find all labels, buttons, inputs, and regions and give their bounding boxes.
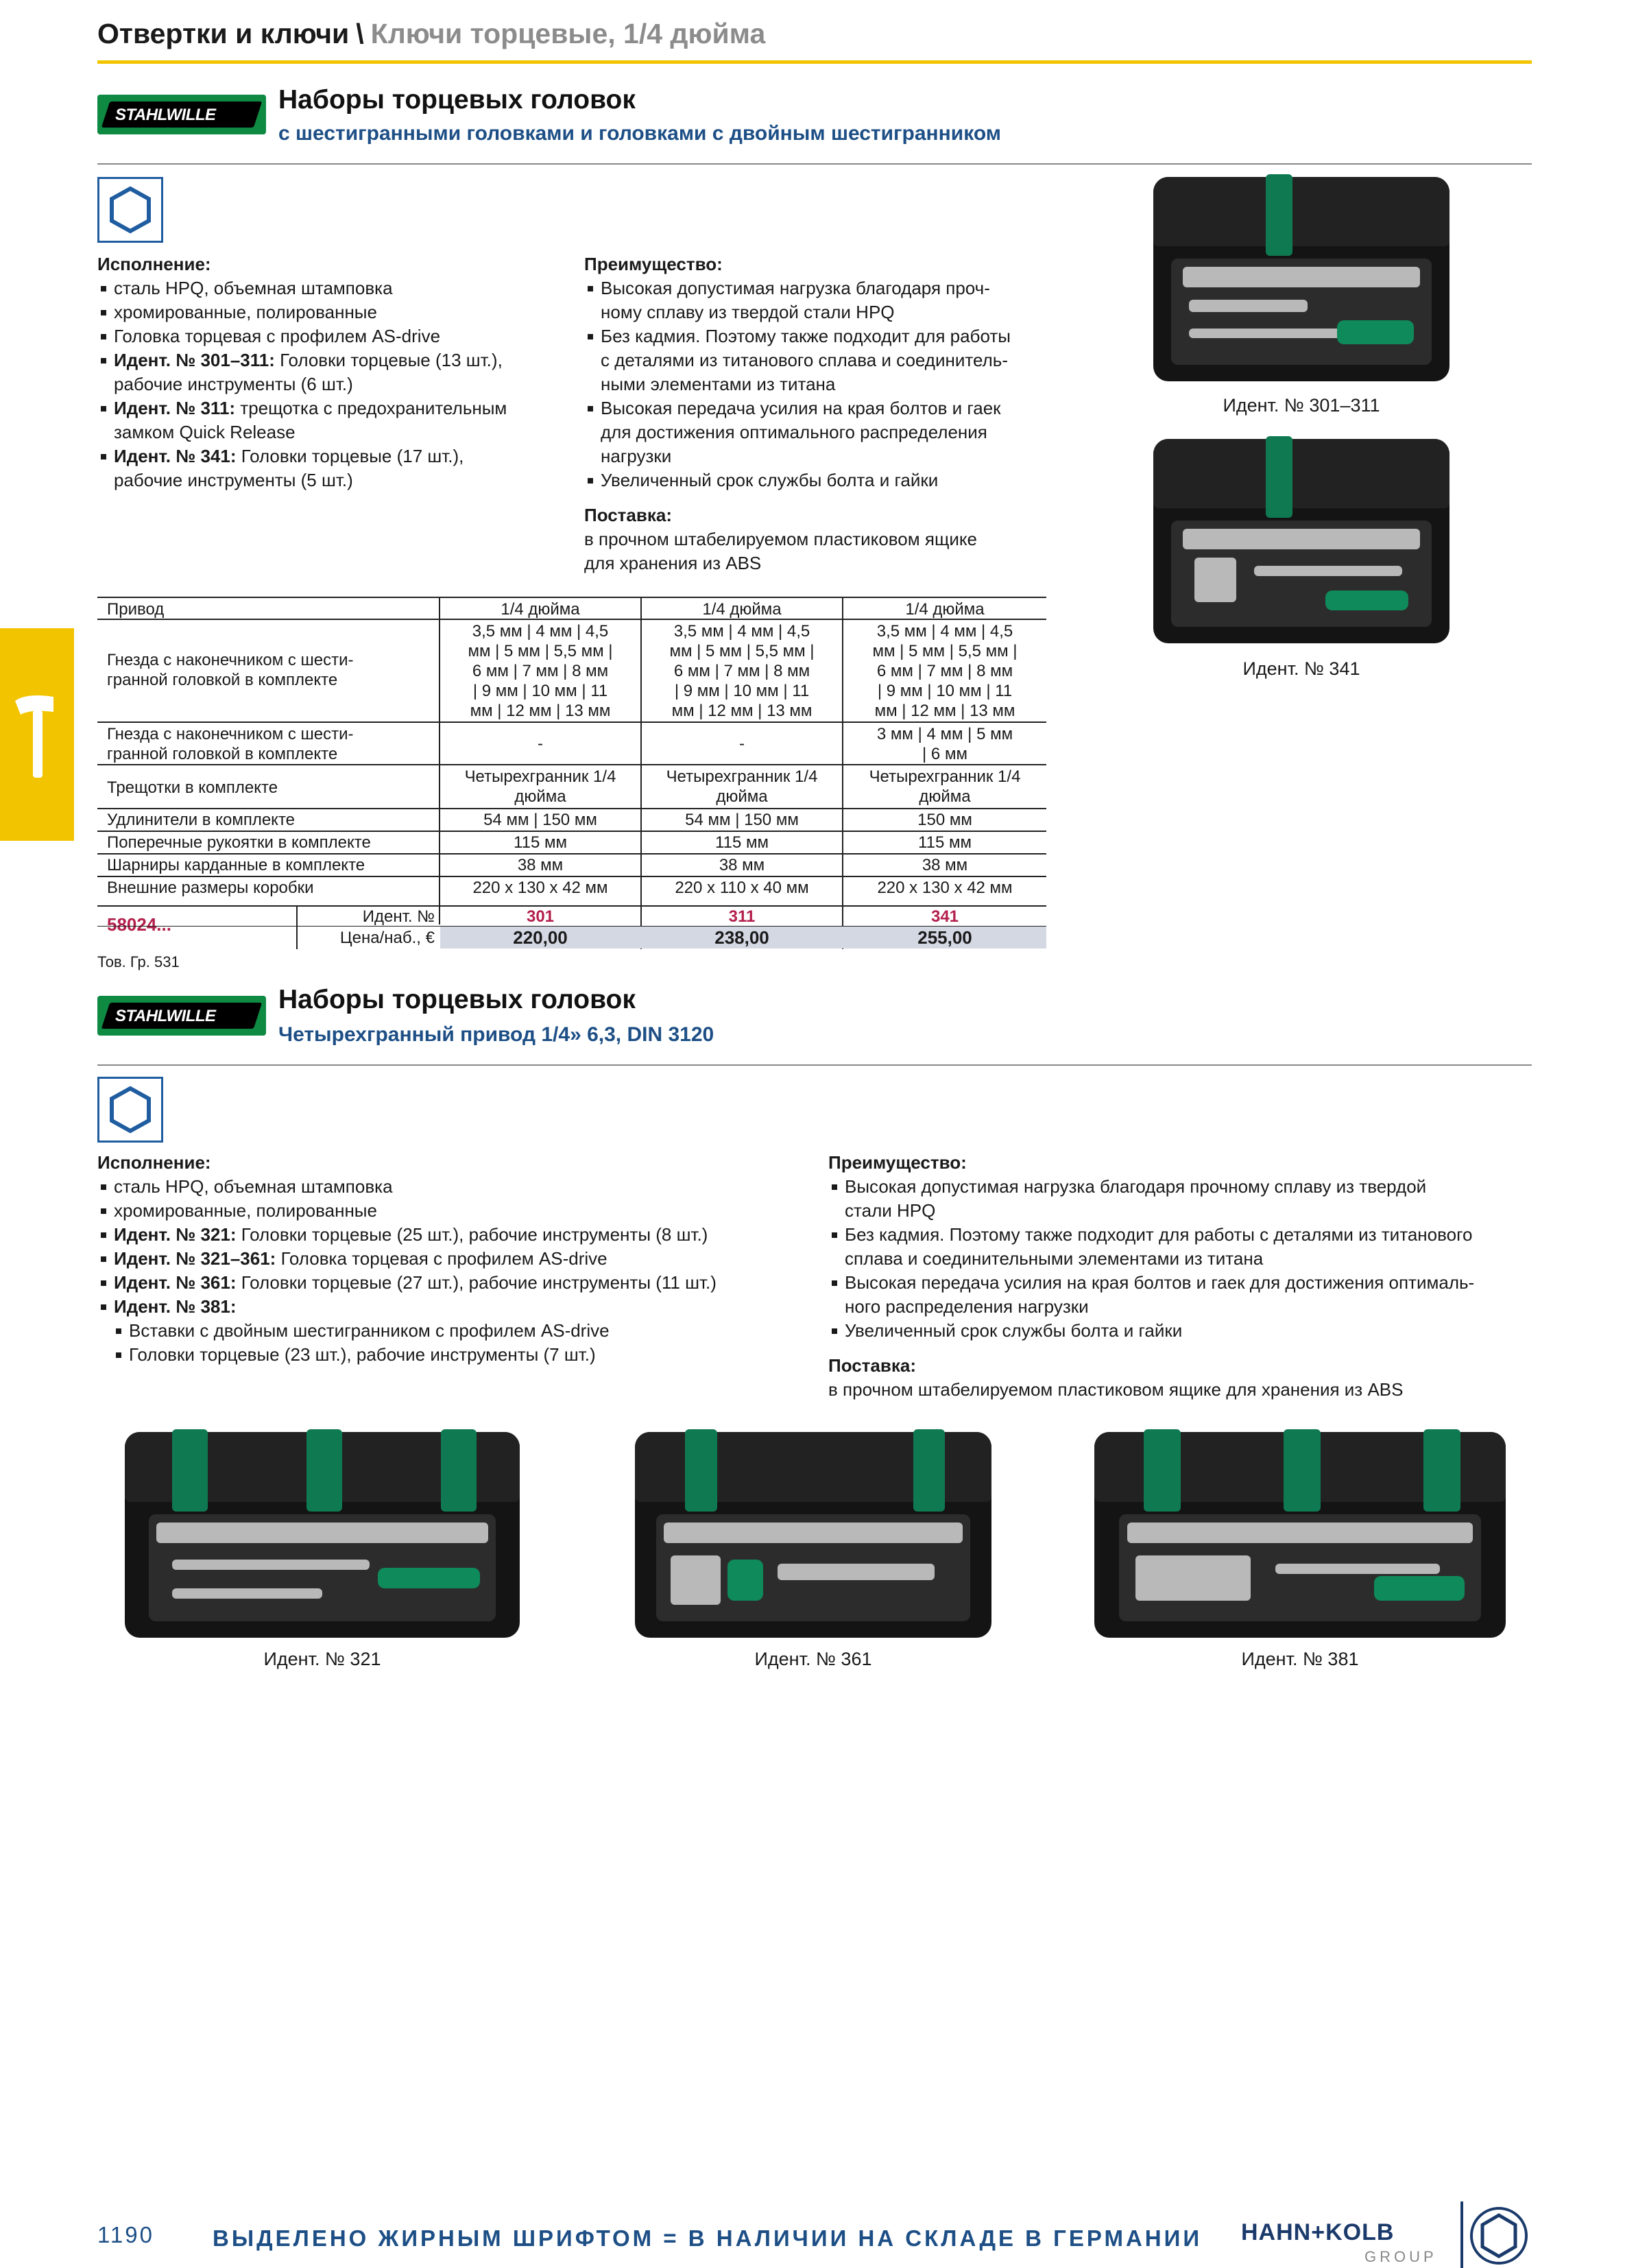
- section2-execution: [97, 1151, 824, 1367]
- hex-profile-icon: [97, 177, 163, 243]
- list-item: Высокая передача усилия на края болтов и гаек для достижения оптимального распределения нагрузки: [584, 396, 1064, 468]
- hex-profile-icon: [97, 1077, 163, 1143]
- list-item: Головка торцевая с профилем AS-drive: [97, 324, 564, 348]
- execution-heading: Исполнение:: [97, 1152, 211, 1173]
- section1-execution: [97, 252, 564, 492]
- ident-row: 58024... Идент. № 301 311 341: [97, 905, 1046, 927]
- photo-caption: Идент. № 381: [1241, 1649, 1359, 1669]
- product-photo-321: [125, 1432, 520, 1638]
- list-item: хромированные, полированные: [97, 300, 564, 324]
- hahn-kolb-group: GROUP: [1364, 2248, 1437, 2265]
- footer-note: ВЫДЕЛЕНО ЖИРНЫМ ШРИФТОМ = В НАЛИЧИИ НА СКЛАДЕ В ГЕРМАНИИ: [213, 2225, 1203, 2251]
- stahlwille-logo: [97, 996, 266, 1036]
- product-photo-361: [635, 1432, 991, 1638]
- page-header: [97, 18, 765, 50]
- price-row: Цена/наб., € 220,00 238,00 255,00: [97, 926, 1046, 950]
- section1-title: Наборы торцевых головок: [278, 85, 636, 115]
- list-item: сталь HPQ, объемная штамповка: [97, 1175, 824, 1199]
- list-item: Идент. № 321: Головки торцевые (25 шт.), рабочие инструменты (8 шт.): [97, 1223, 824, 1247]
- hk-emblem-icon: [1470, 2207, 1528, 2265]
- list-item: Без кадмия. Поэтому также подходит для работы с деталями из титанового сплава и соединительными элементами из титана: [828, 1223, 1535, 1271]
- table-row: Привод 1/4 дюйма 1/4 дюйма 1/4 дюйма: [97, 597, 1046, 620]
- list-item: Высокая допустимая нагрузка благодаря проч- ному сплаву из твердой стали HPQ: [584, 276, 1064, 324]
- list-item: Увеличенный срок службы болта и гайки: [584, 468, 1064, 492]
- table-row: Гнезда с наконечником с шести- гранной головкой в комплекте 3,5 мм | 4 мм | 4,5 мм | 5 мм | 5,5 мм | 6 мм | 7 мм | 8 мм | 9 мм | 10 мм | 11 мм | 12 мм | 13 мм 3,5 мм | 4 мм | 4,5 мм | 5 мм | 5,5 мм | 6 мм | 7 мм | 8 мм | 9 мм | 10 мм | 11 мм | 12 мм | 13 мм 3,5 мм | 4 мм | 4,5 мм | 5 мм | 5,5 мм | 6 мм | 7 мм | 8 мм | 9 мм | 10 мм | 11 мм | 12 мм | 13 мм: [97, 619, 1046, 723]
- product-photo-341: [1153, 439, 1449, 643]
- stahlwille-logo: [97, 95, 266, 134]
- hahn-kolb-logo: HAHN+KOLB: [1241, 2219, 1395, 2245]
- photo-caption: Идент. № 321: [263, 1649, 381, 1669]
- table-row: Гнезда с наконечником с шести- гранной головкой в комплекте - - 3 мм | 4 мм | 5 мм | 6 мм: [97, 721, 1046, 765]
- list-item: Идент. № 321–361: Головка торцевая с профилем AS-drive: [97, 1247, 824, 1271]
- photo-caption: Идент. № 361: [754, 1649, 872, 1669]
- list-item: хромированные, полированные: [97, 1199, 824, 1223]
- product-photo-301-311: [1153, 177, 1449, 381]
- category-tab: [0, 628, 74, 841]
- table-row: Внешние размеры коробки 220 x 130 x 42 мм 220 x 110 x 40 мм 220 x 130 x 42 мм: [97, 876, 1046, 907]
- list-item: Увеличенный срок службы болта и гайки: [828, 1319, 1535, 1343]
- list-item: Идент. № 301–311: Головки торцевые (13 шт.), рабочие инструменты (6 шт.): [97, 348, 564, 396]
- delivery-text: в прочном штабелируемом пластиковом ящике для хранения из ABS: [828, 1379, 1404, 1400]
- execution-heading: Исполнение:: [97, 254, 211, 274]
- logo-text: STAHLWILLE: [115, 106, 216, 124]
- header-category: Отвертки и ключи: [97, 18, 350, 49]
- delivery-heading: Поставка:: [584, 505, 672, 525]
- list-subitem: Вставки с двойным шестигранником с профилем AS-drive: [97, 1319, 824, 1343]
- table-row: Поперечные рукоятки в комплекте 115 мм 115 мм 115 мм: [97, 831, 1046, 855]
- photo-caption: Идент. № 341: [1242, 658, 1360, 679]
- section2-rule: [97, 1064, 1532, 1066]
- table-row: Трещотки в комплекте Четырехгранник 1/4 дюйма Четырехгранник 1/4 дюйма Четырехгранник 1/4 дюйма: [97, 764, 1046, 809]
- list-item: Идент. № 311: трещотка с предохранительным замком Quick Release: [97, 396, 564, 444]
- page-number: 1190: [97, 2222, 154, 2247]
- advantage-heading: Преимущество:: [584, 254, 723, 274]
- section2-title: Наборы торцевых головок: [278, 985, 636, 1014]
- delivery-text: в прочном штабелируемом пластиковом ящике для хранения из ABS: [584, 529, 977, 573]
- order-prefix: 58024...: [107, 914, 171, 935]
- header-separator: \: [356, 18, 364, 49]
- section2-advantage: [828, 1151, 1535, 1402]
- list-item: Высокая допустимая нагрузка благодаря прочному сплаву из твердой стали HPQ: [828, 1175, 1535, 1223]
- list-subitem: Головки торцевые (23 шт.), рабочие инструменты (7 шт.): [97, 1343, 824, 1367]
- section1-rule: [97, 163, 1532, 165]
- advantage-heading: Преимущество:: [828, 1152, 967, 1173]
- photo-caption: Идент. № 301–311: [1223, 395, 1380, 416]
- table-row: Шарниры карданные в комплекте 38 мм 38 мм 38 мм: [97, 853, 1046, 877]
- section1-advantage: [584, 252, 1064, 575]
- section1-subtitle: с шестигранными головками и головками с двойным шестигранником: [278, 122, 1001, 145]
- header-rule: [97, 60, 1532, 64]
- list-item: Идент. № 341: Головки торцевые (17 шт.), рабочие инструменты (5 шт.): [97, 444, 564, 492]
- product-group: Тов. Гр. 531: [97, 953, 180, 970]
- hammer-icon: [11, 691, 60, 780]
- delivery-heading: Поставка:: [828, 1355, 916, 1376]
- list-item: Идент. № 361: Головки торцевые (27 шт.), рабочие инструменты (11 шт.): [97, 1271, 824, 1295]
- table-row: Удлинители в комплекте 54 мм | 150 мм 54 мм | 150 мм 150 мм: [97, 808, 1046, 832]
- section2-subtitle: Четырехгранный привод 1/4» 6,3, DIN 3120: [278, 1023, 714, 1046]
- list-item: Без кадмия. Поэтому также подходит для работы с деталями из титанового сплава и соединитель- ными элементами из титана: [584, 324, 1064, 396]
- logo-text: STAHLWILLE: [115, 1007, 216, 1025]
- header-subcategory: Ключи торцевые, 1/4 дюйма: [370, 18, 766, 49]
- product-photo-381: [1094, 1432, 1506, 1638]
- logo-divider: [1460, 2201, 1463, 2268]
- list-item: Высокая передача усилия на края болтов и гаек для достижения оптималь- ного распределения нагрузки: [828, 1271, 1535, 1319]
- list-item: Идент. № 381:: [97, 1295, 824, 1319]
- list-item: сталь HPQ, объемная штамповка: [97, 276, 564, 300]
- spec-table: [97, 597, 1046, 949]
